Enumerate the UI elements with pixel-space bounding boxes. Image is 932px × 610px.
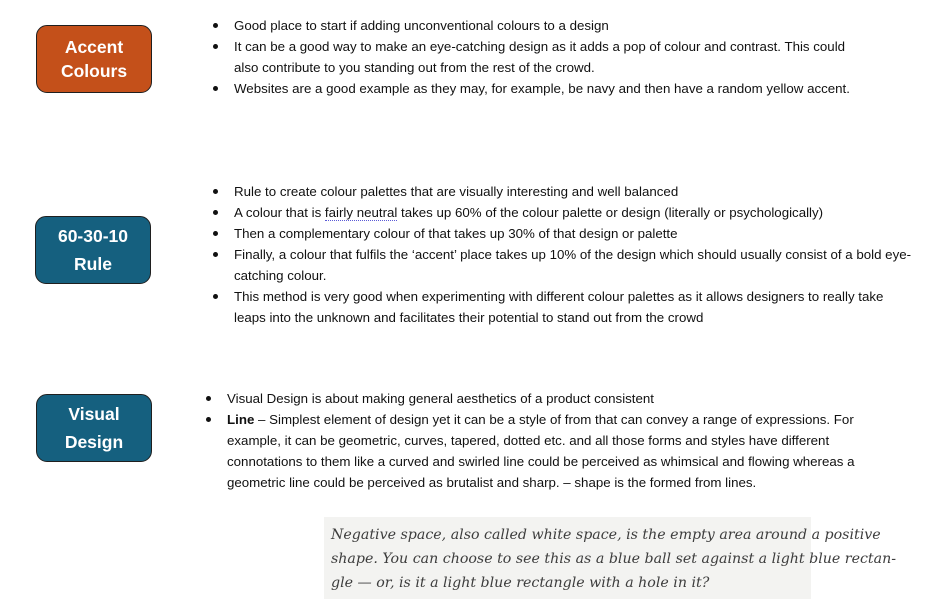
quote-line-3: gle — or, is it a light blue rectangle with a hole in it? bbox=[331, 575, 710, 591]
list-item: This method is very good when experimenting with different colour palettes as it allows designers to really take leaps into the unknown and facilitates their potential to stand out from the crowd bbox=[213, 286, 913, 328]
quote-line-2: shape. You can choose to see this as a blue ball set against a light blue rectan- bbox=[331, 551, 897, 567]
accent-colours-badge bbox=[36, 25, 152, 93]
bullet-dot bbox=[206, 396, 211, 401]
bullet-dot bbox=[213, 231, 218, 236]
bullet-dot bbox=[213, 252, 218, 257]
bullet-dot bbox=[213, 44, 218, 49]
bullet-dot bbox=[213, 210, 218, 215]
list-item: It can be a good way to make an eye-catching design as it adds a pop of colour and contrast. This could also contribute to you standing out from the rest of the crowd. bbox=[213, 36, 853, 78]
list-item: Visual Design is about making general aesthetics of a product consistent bbox=[206, 388, 906, 409]
bullet-dot bbox=[213, 189, 218, 194]
bullet-dot bbox=[213, 294, 218, 299]
list-item: Websites are a good example as they may, for example, be navy and then have a random yellow accent. bbox=[213, 78, 853, 99]
negative-space-quote bbox=[324, 517, 897, 599]
accent-badge-line1: Accent bbox=[64, 37, 124, 57]
visual-badge-line1: Visual bbox=[68, 404, 120, 424]
accent-colours-list bbox=[213, 15, 853, 99]
visual-design-badge bbox=[36, 394, 152, 462]
accent-badge-line2: Colours bbox=[60, 61, 128, 81]
list-item: Rule to create colour palettes that are visually interesting and well balanced bbox=[213, 181, 913, 202]
bullet-dot bbox=[213, 86, 218, 91]
list-item: Line – Simplest element of design yet it can be a style of from that can convey a range of expressions. For example, it can be geometric, curves, tapered, dotted etc. and all those forms and styles have different connotations to them like a curved and swirled line could be perceived as whimsical and flowing whereas a geometric line could be perceived as brutalist and sharp. – shape is the formed from lines. bbox=[206, 409, 906, 493]
bullet-dot bbox=[206, 417, 211, 422]
list-item: Good place to start if adding unconventional colours to a design bbox=[213, 15, 853, 36]
list-item: Then a complementary colour of that takes up 30% of that design or palette bbox=[213, 223, 913, 244]
visual-design-list bbox=[206, 388, 906, 493]
line-term: Line bbox=[227, 412, 255, 427]
spellcheck-underlined-text[interactable]: fairly neutral bbox=[324, 205, 398, 220]
bullet-dot bbox=[213, 23, 218, 28]
list-item: Finally, a colour that fulfils the ‘accent’ place takes up 10% of the design which should usually consist of a bold eye-catching colour. bbox=[213, 244, 913, 286]
rule-badge-line2: Rule bbox=[74, 254, 112, 274]
rule-badge bbox=[35, 216, 151, 284]
rule-list bbox=[213, 181, 913, 328]
rule-badge-line1: 60-30-10 bbox=[57, 226, 129, 246]
visual-badge-line2: Design bbox=[64, 432, 124, 452]
list-item: A colour that is fairly neutral takes up 60% of the colour palette or design (literally or psychologically) bbox=[213, 202, 913, 223]
quote-line-1: Negative space, also called white space, is the empty area around a positive bbox=[331, 527, 881, 543]
